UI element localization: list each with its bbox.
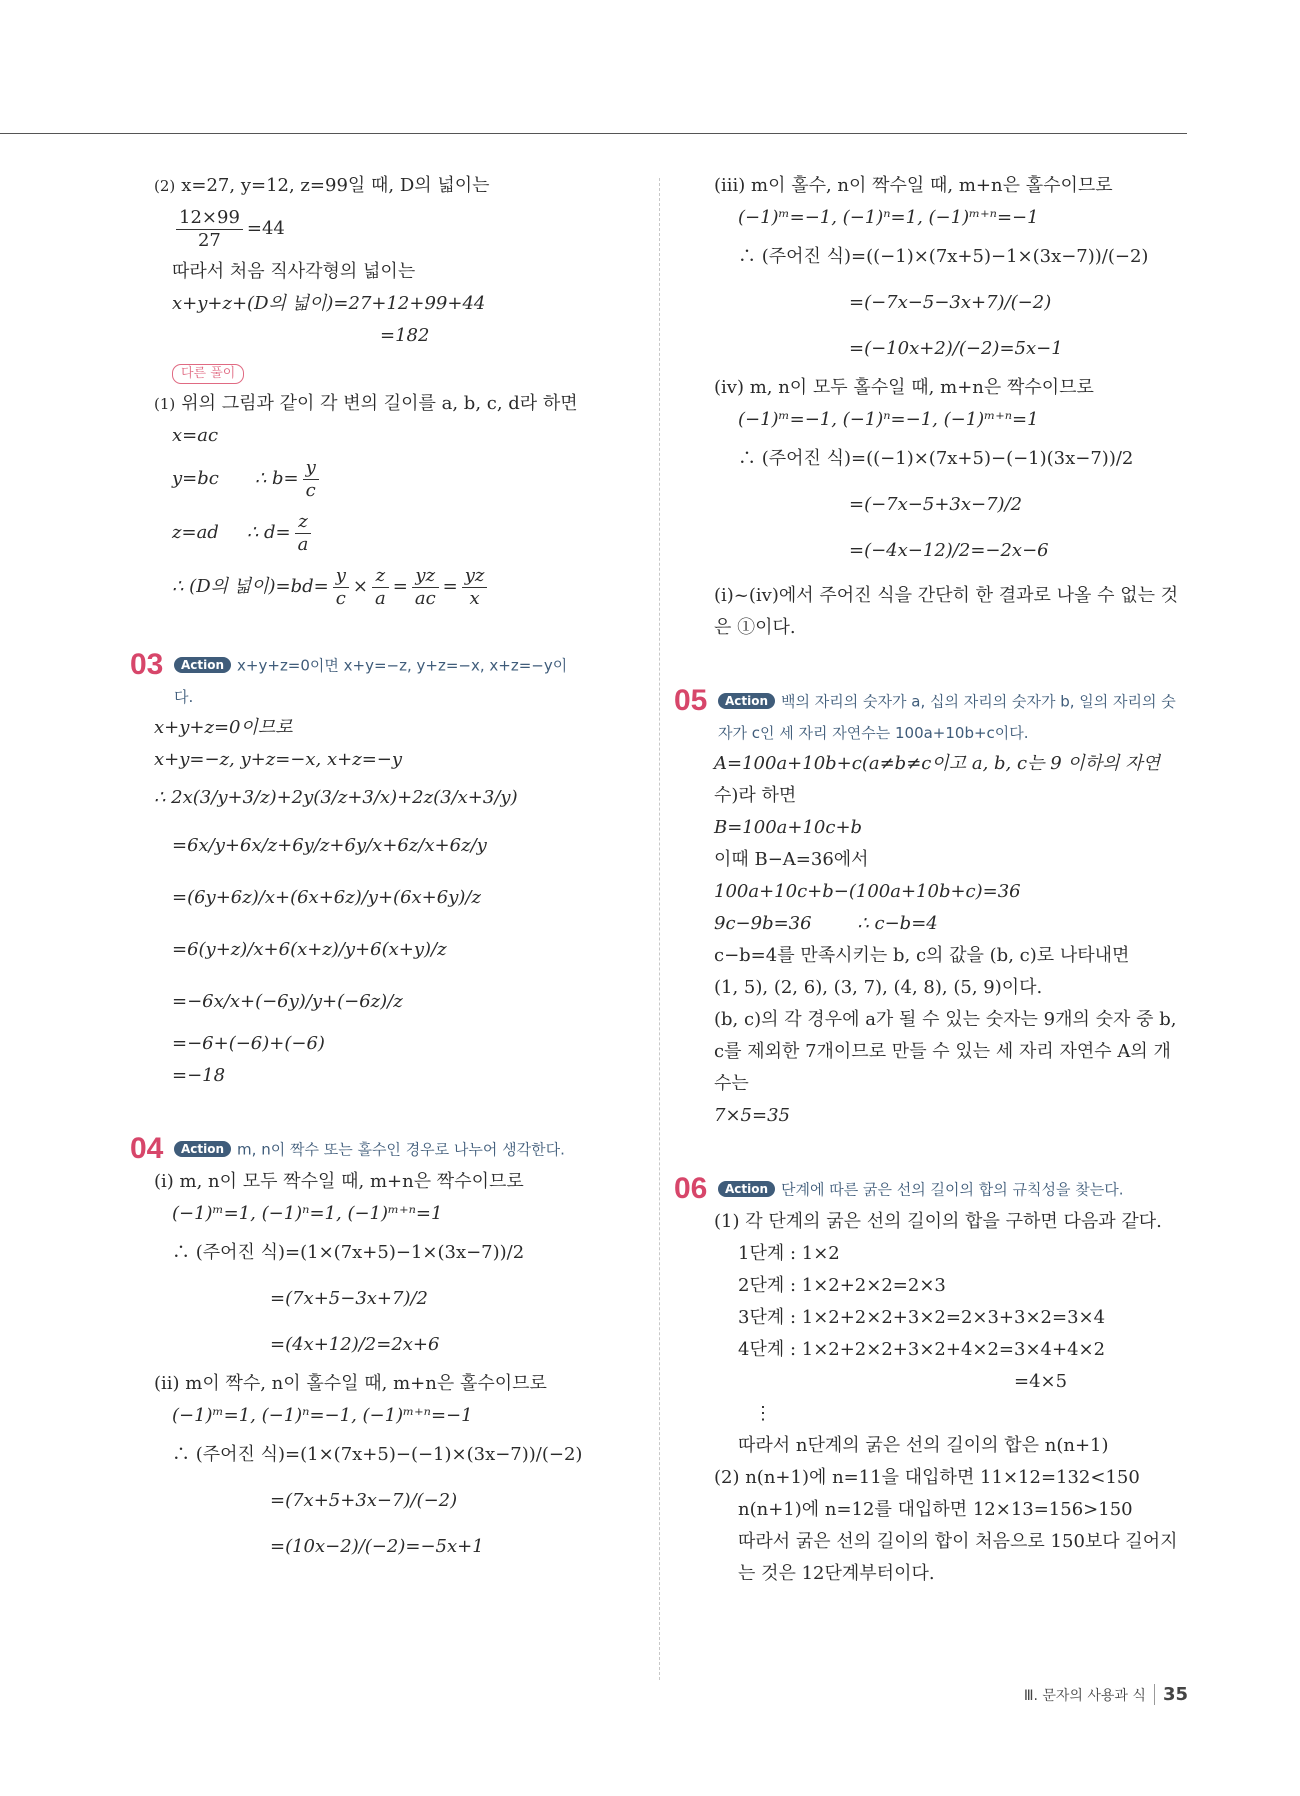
text-line: 는 것은 12단계부터이다. bbox=[738, 1563, 935, 1584]
case-heading: (ⅱ) m이 짝수, n이 홀수일 때, m+n은 홀수이므로 bbox=[154, 1373, 547, 1394]
case-3 bbox=[714, 170, 1194, 372]
ellipsis: ⋮ bbox=[754, 1403, 772, 1424]
equation-line: ∴ (주어진 식)=(1×(7x+5)−(−1)×(3x−7))/(−2) bbox=[172, 1444, 583, 1465]
stage-line: 1단계 : 1×2 bbox=[738, 1243, 840, 1264]
text-line: (1, 5), (2, 6), (3, 7), (4, 8), (5, 9)이다. bbox=[714, 977, 1043, 998]
action-badge: Action bbox=[718, 693, 775, 709]
text-line: 이때 B−A=36에서 bbox=[714, 849, 869, 870]
equation-line: (−1)ᵐ=−1, (−1)ⁿ=1, (−1)ᵐ⁺ⁿ=−1 bbox=[738, 207, 1039, 228]
part-2: (2) x=27, y=12, z=99일 때, D의 넓이는 $\frac{12\times 99}{27}$ =44 따라서 처음 직사각형의 넓이는 x+y+z+(D의 넓이)=27+12+99+44 =182 bbox=[130, 170, 640, 352]
column-divider bbox=[659, 178, 660, 1680]
fraction: $\frac{z}{a}$ bbox=[295, 511, 312, 556]
fraction: $\frac{yz}{x}$ bbox=[462, 565, 488, 610]
equation-line: =(4x+12)/2=2x+6 bbox=[270, 1334, 440, 1355]
equation-line: (−1)ᵐ=−1, (−1)ⁿ=−1, (−1)ᵐ⁺ⁿ=1 bbox=[738, 409, 1039, 430]
part-2-heading: x=27, y=12, z=99일 때, D의 넓이는 bbox=[181, 175, 490, 196]
part-heading: (1) 각 단계의 굵은 선의 길이의 합을 구하면 다음과 같다. bbox=[714, 1211, 1162, 1232]
left-column bbox=[130, 170, 640, 1570]
section-06: 06 Action 단계에 따른 굵은 선의 길이의 합의 규칙성을 찾는다. (1) 각 단계의 굵은 선의 길이의 합을 구하면 다음과 같다. 1단계 : 1×2 2단계 : 1×2+2×2=2×3 3단계 : 1×2+2×2+3×2=2×3+3×2=3×4 4단계 : 1×2+2×2+3×2+4×2=3×4+4×2 =4×5 ⋮ 따라서 n단계의 굵은 선의 길이의 합은 n(n+1) (2) n(n+1)에 n=11을 대입하면 11×12=132<150 n(n+1)에 n=12를 대입하면 12×13=156>150 따라서 굵은 선의 길이의 합이 처음으로 150보다 길어지 는 것은 12단계부터이다. bbox=[674, 1172, 1194, 1590]
equation-line: x+y+z+(D의 넓이)=27+12+99+44 bbox=[172, 293, 486, 314]
section-number: 03 bbox=[130, 648, 164, 681]
alternative-solution: 다른 풀이 (1) 위의 그림과 같이 각 변의 길이를 a, b, c, d라 하면 x=ac y=bc ∴ b= $\frac{y}{c}$ z=ad ∴ d= $\frac{z}{a}$ ∴ (D의 넓이)=bd= $\frac{y}{c}$ × $\frac{z}{a}$ = $\frac{yz}{ac}$ = $\frac{yz}{x}$ bbox=[130, 352, 640, 614]
stage-line: 3단계 : 1×2+2×2+3×2=2×3+3×2=3×4 bbox=[738, 1307, 1106, 1328]
right-column bbox=[674, 170, 1194, 1590]
text-line: 수)라 하면 bbox=[714, 785, 797, 806]
stage-line: 4단계 : 1×2+2×2+3×2+4×2=3×4+4×2 bbox=[738, 1339, 1106, 1360]
header-rule bbox=[0, 133, 1187, 134]
equation-line: x=ac bbox=[172, 425, 219, 446]
equation-line: (−1)ᵐ=1, (−1)ⁿ=−1, (−1)ᵐ⁺ⁿ=−1 bbox=[172, 1405, 473, 1426]
equation-line: =−6+(−6)+(−6) bbox=[172, 1033, 325, 1054]
equation-line: 100a+10c+b−(100a+10b+c)=36 bbox=[714, 881, 1021, 902]
equation-line: =(−7x−5−3x+7)/(−2) bbox=[849, 292, 1052, 313]
stage-line: =4×5 bbox=[1014, 1371, 1068, 1392]
action-badge: Action bbox=[174, 1141, 231, 1157]
section-04: 04 Action m, n이 짝수 또는 홀수인 경우로 나누어 생각한다. (ⅰ) m, n이 모두 짝수일 때, m+n은 짝수이므로 (−1)ᵐ=1, (−1)ⁿ=1, (−1)ᵐ⁺ⁿ=1 ∴ (주어진 식)=(1×(7x+5)−1×(3x−7))/2 =(7x+5−3x+7)/2 =(4x+12)/2=2x+6 (ⅱ) m이 짝수, n이 홀수일 때, m+n은 홀수이므로 (−1)ᵐ=1, (−1)ⁿ=−1, (−1)ᵐ⁺ⁿ=−1 ∴ (주어진 식)=(1×(7x+5)−(−1)×(3x−7))/(−2) =(7x+5+3x−7)/(−2) =(10x−2)/(−2)=−5x+1 bbox=[130, 1132, 640, 1570]
fraction: $\frac{yz}{ac}$ bbox=[412, 565, 439, 610]
text-line: 따라서 n단계의 굵은 선의 길이의 합은 n(n+1) bbox=[738, 1435, 1109, 1456]
equation-line: =(−7x−5+3x−7)/2 bbox=[849, 494, 1023, 515]
conclusion-text: (ⅰ)~(ⅳ)에서 주어진 식을 간단히 한 결과로 나올 수 없는 것 bbox=[714, 585, 1179, 606]
equation-line: ∴ (주어진 식)=((−1)×(7x+5)−(−1)(3x−7))/2 bbox=[738, 448, 1134, 469]
section-number: 04 bbox=[130, 1132, 164, 1165]
text-line: (b, c)의 각 경우에 a가 될 수 있는 숫자는 9개의 숫자 중 b, bbox=[714, 1009, 1177, 1030]
case-heading: (ⅰ) m, n이 모두 짝수일 때, m+n은 짝수이므로 bbox=[154, 1171, 524, 1192]
text-line: 따라서 굵은 선의 길이의 합이 처음으로 150보다 길어지 bbox=[738, 1531, 1178, 1552]
equation-line: ∴ 2x(3/y+3/z)+2y(3/z+3/x)+2z(3/x+3/y) bbox=[154, 787, 518, 808]
equation-line: x+y+z=0이므로 bbox=[154, 717, 293, 738]
text-line: A=100a+10b+c(a≠b≠c이고 a, b, c는 9 이하의 자연 bbox=[714, 753, 1161, 774]
fraction: $\frac{y}{c}$ bbox=[333, 565, 349, 610]
fraction: $\frac{y}{c}$ bbox=[303, 457, 319, 502]
case-heading: (ⅲ) m이 홀수, n이 짝수일 때, m+n은 홀수이므로 bbox=[714, 175, 1113, 196]
section-number: 06 bbox=[674, 1172, 708, 1205]
chapter-title: Ⅲ. 문자의 사용과 식 bbox=[1023, 1688, 1146, 1704]
equation-line: =(−4x−12)/2=−2x−6 bbox=[849, 540, 1049, 561]
fraction: $\frac{12\times 99}{27}$ bbox=[176, 207, 243, 252]
text-line: 따라서 처음 직사각형의 넓이는 bbox=[172, 261, 416, 282]
stage-line: 2단계 : 1×2+2×2=2×3 bbox=[738, 1275, 946, 1296]
equation-line: =(7x+5+3x−7)/(−2) bbox=[270, 1490, 458, 1511]
equation-line: =(10x−2)/(−2)=−5x+1 bbox=[270, 1536, 484, 1557]
page-number: 35 bbox=[1154, 1684, 1188, 1705]
equation-line: 7×5=35 bbox=[714, 1105, 790, 1126]
equation-line: ∴ (주어진 식)=((−1)×(7x+5)−1×(3x−7))/(−2) bbox=[738, 246, 1149, 267]
section-number: 05 bbox=[674, 684, 708, 717]
equation-line: =6(y+z)/x+6(x+z)/y+6(x+y)/z bbox=[172, 939, 447, 960]
equation-line: B=100a+10c+b bbox=[714, 817, 863, 838]
equation-line: =−18 bbox=[172, 1065, 226, 1086]
equation-line: =(6y+6z)/x+(6x+6z)/y+(6x+6y)/z bbox=[172, 887, 481, 908]
case-heading: (ⅳ) m, n이 모두 홀수일 때, m+n은 짝수이므로 bbox=[714, 377, 1094, 398]
text-line: 수는 bbox=[714, 1073, 749, 1094]
equation-line: x+y=−z, y+z=−x, x+z=−y bbox=[154, 749, 403, 770]
text-line: c−b=4를 만족시키는 b, c의 값을 (b, c)로 나타내면 bbox=[714, 945, 1130, 966]
alt-solution-tag: 다른 풀이 bbox=[172, 364, 244, 384]
equation-line: =(−10x+2)/(−2)=5x−1 bbox=[849, 338, 1063, 359]
text-line: c를 제외한 7개이므로 만들 수 있는 세 자리 자연수 A의 개 bbox=[714, 1041, 1171, 1062]
equation-line: =(7x+5−3x+7)/2 bbox=[270, 1288, 429, 1309]
equation-line: 9c−9b=36 ∴ c−b=4 bbox=[714, 913, 938, 934]
case-4 bbox=[714, 372, 1194, 574]
fraction: $\frac{z}{a}$ bbox=[372, 565, 389, 610]
conclusion-text: 은 ①이다. bbox=[714, 617, 796, 638]
equation-line: =−6x/x+(−6y)/y+(−6z)/z bbox=[172, 991, 403, 1012]
equation-line: (−1)ᵐ=1, (−1)ⁿ=1, (−1)ᵐ⁺ⁿ=1 bbox=[172, 1203, 443, 1224]
page-footer bbox=[1024, 1684, 1188, 1705]
part-heading: (2) n(n+1)에 n=11을 대입하면 11×12=132<150 bbox=[714, 1467, 1140, 1488]
action-badge: Action bbox=[718, 1181, 775, 1197]
equation-line: =6x/y+6x/z+6y/z+6y/x+6z/x+6z/y bbox=[172, 835, 487, 856]
action-badge: Action bbox=[174, 657, 231, 673]
equation-line: ∴ (주어진 식)=(1×(7x+5)−1×(3x−7))/2 bbox=[172, 1242, 525, 1263]
equation-line: =182 bbox=[380, 325, 430, 346]
section-03: 03 Action x+y+z=0이면 x+y=−z, y+z=−x, x+z=−y이 다. x+y+z=0이므로 x+y=−z, y+z=−x, x+z=−y ∴ 2x(3/y+3/z)+2y(3/z+3/x)+2z(3/x+3/y) =6x/y+6x/z+6y/z+6y/x+6z/x+6z/y =(6y+6z)/x+(6x+6z)/y+(6x+6y)/z =6(y+z)/x+6(x+z)/y+6(x+y)/z =−6x/x+(−6y)/y+(−6z)/z =−6+(−6)+(−6) =−18 bbox=[130, 648, 640, 1092]
section-05: 05 Action 백의 자리의 숫자가 a, 십의 자리의 숫자가 b, 일의 자리의 숫 자가 c인 세 자리 자연수는 100a+10b+c이다. A=100a+10b+c(a≠b≠c이고 a, b, c는 9 이하의 자연 수)라 하면 B=100a+10c+b 이때 B−A=36에서 100a+10c+b−(100a+10b+c)=36 9c−9b=36 ∴ c−b=4 c−b=4를 만족시키는 b, c의 값을 (b, c)로 나타내면 (1, 5), (2, 6), (3, 7), (4, 8), (5, 9)이다. (b, c)의 각 경우에 a가 될 수 있는 숫자는 9개의 숫자 중 b, c를 제외한 7개이므로 만들 수 있는 세 자리 자연수 A의 개 수는 7×5=35 bbox=[674, 684, 1194, 1132]
text-line: n(n+1)에 n=12를 대입하면 12×13=156>150 bbox=[738, 1499, 1133, 1520]
